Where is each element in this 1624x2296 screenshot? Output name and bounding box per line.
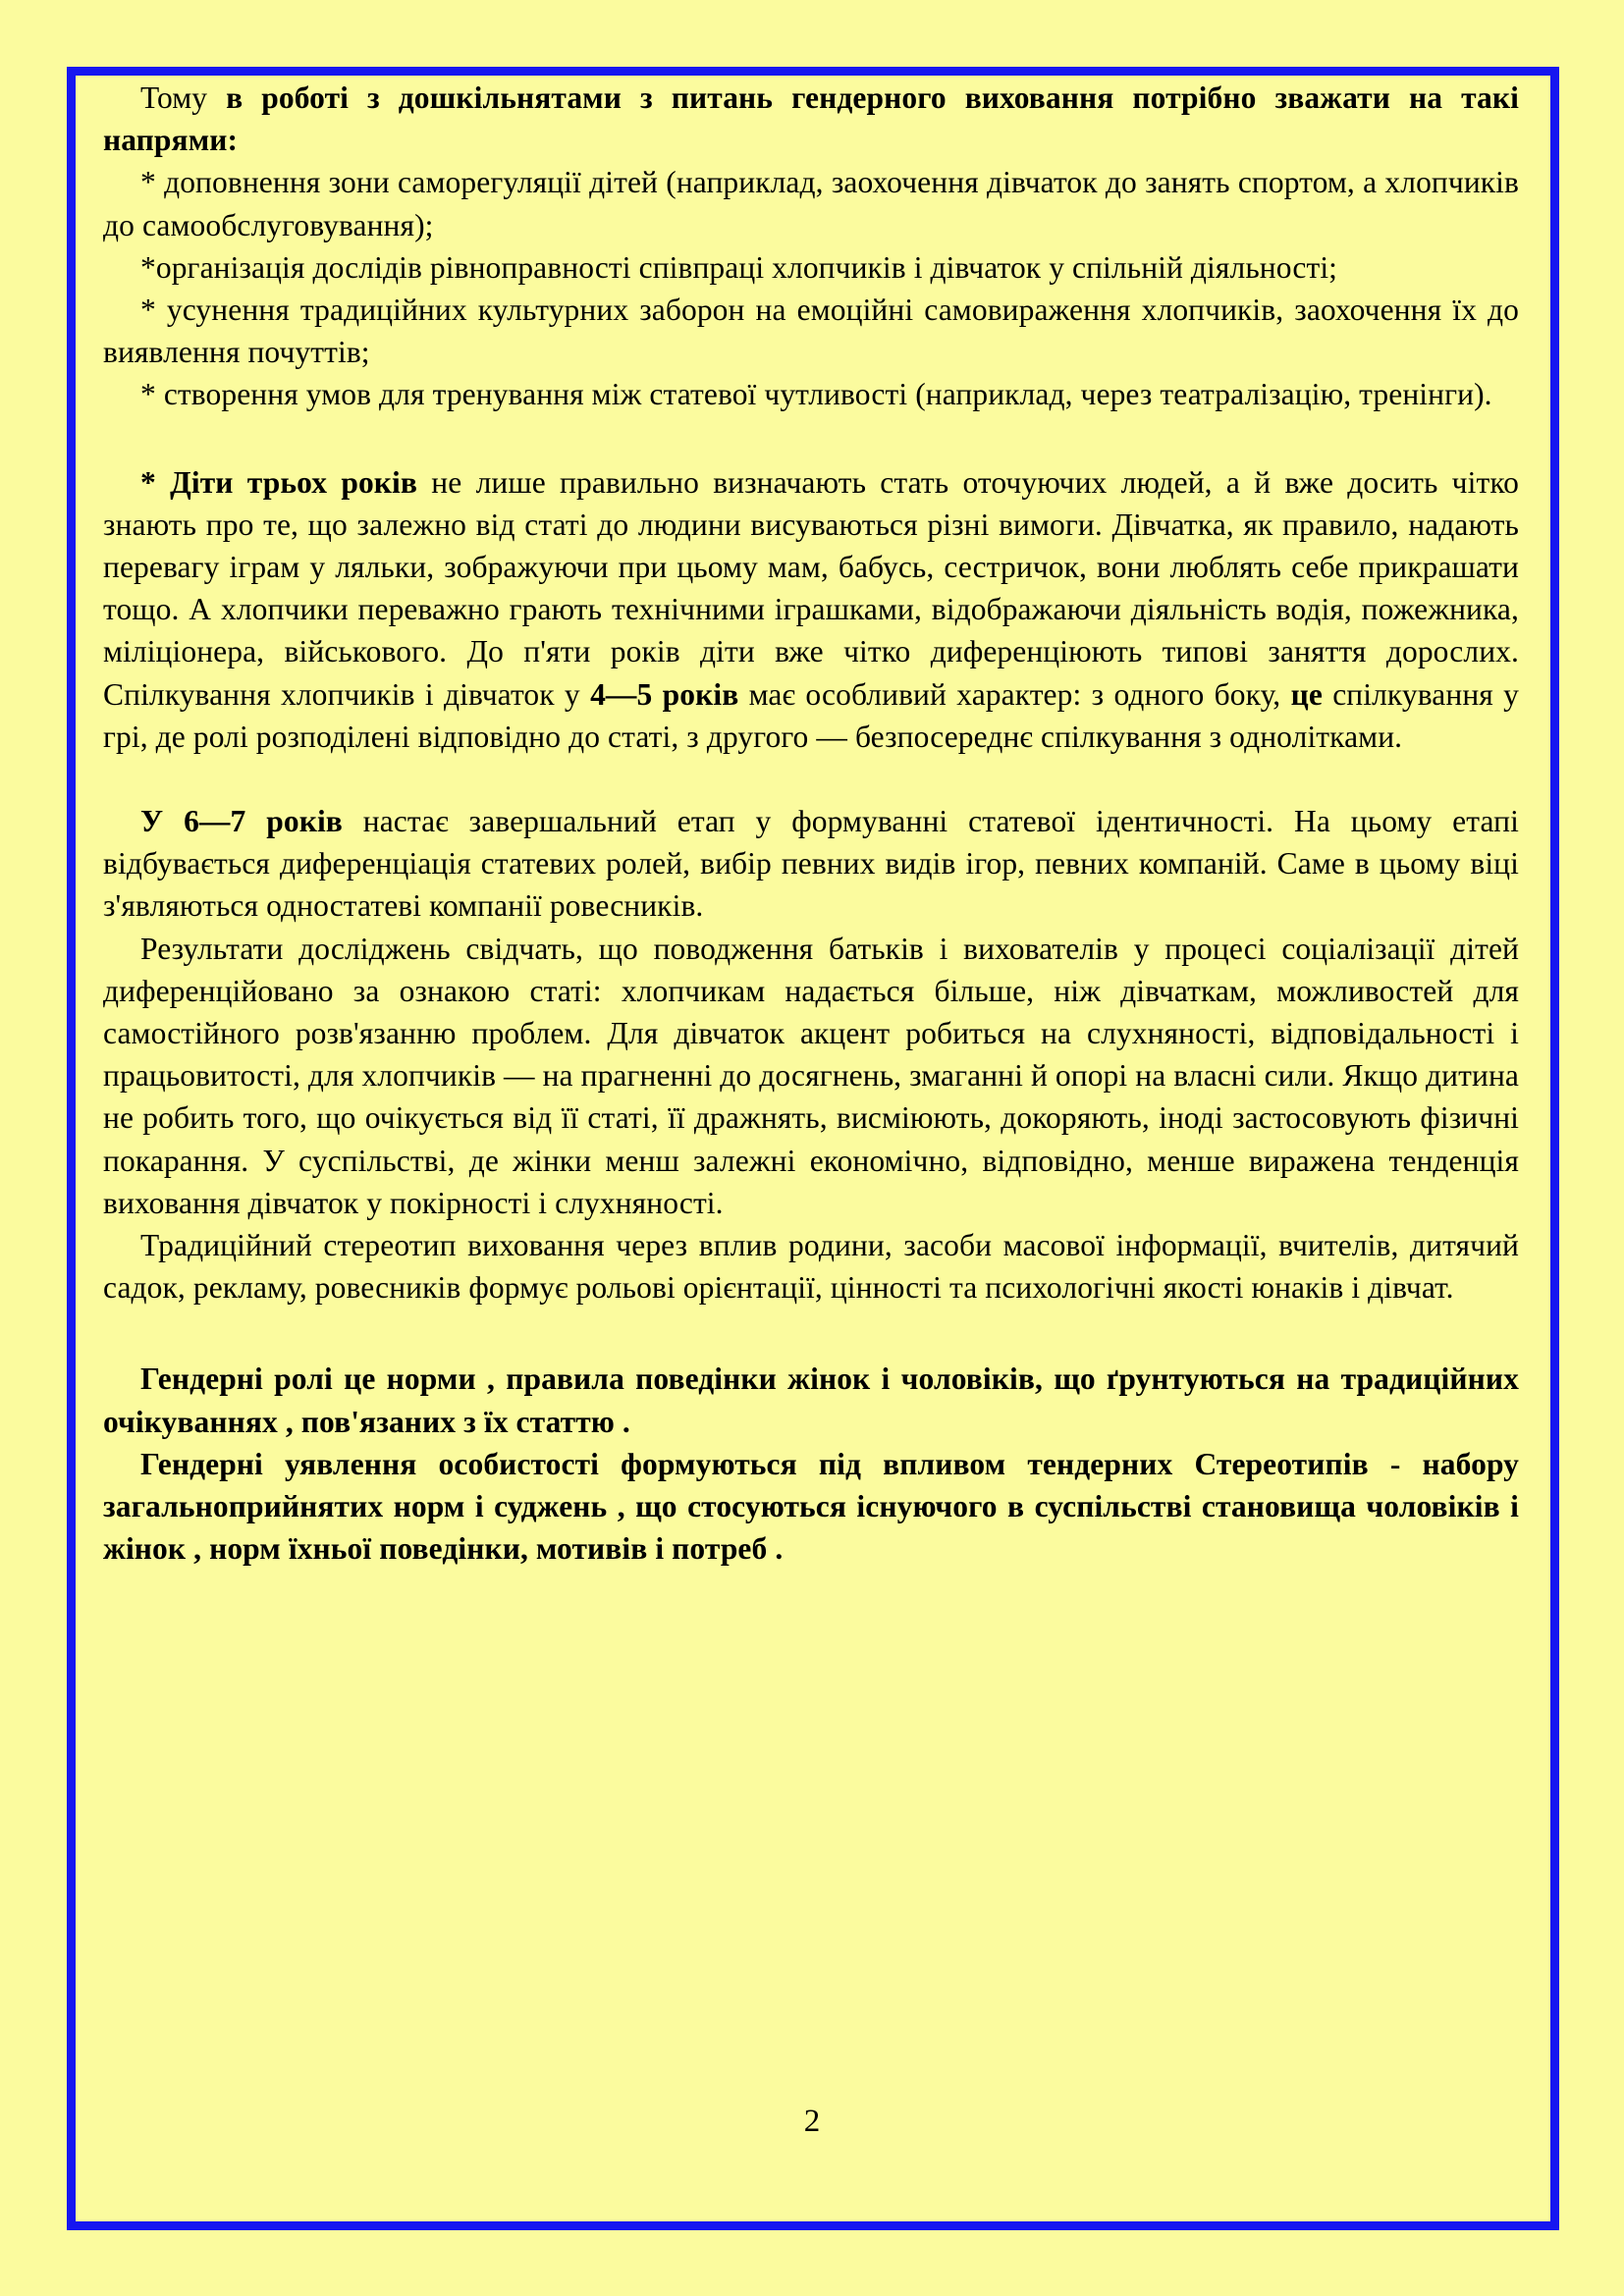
page-number: 2: [803, 2104, 821, 2139]
three-years-age-range: 4—5 років: [590, 676, 739, 712]
three-years-text-3: спілкування у грі, де ролі розподілені відповідно до статі, з другого — безпосереднє спілкування з однолітками.: [103, 676, 1519, 754]
intro-lead-normal: Тому: [140, 80, 227, 115]
bullet-item-3: * усунення традиційних культурних заборон на емоційні самовираження хлопчиків, заохочення їх до виявлення почуттів;: [103, 293, 1519, 370]
paragraph-intro: [103, 77, 1519, 161]
spacer-1: [103, 416, 1519, 461]
paragraph-research-results: Результати досліджень свідчать, що поводження батьків і вихователів у процесі соціалізації дітей диференційовано за ознакою статі: хлопчикам надається більше, ніж дівчаткам, можливостей для самостійного розв'язанню проблем. Для дівчаток акцент робиться на слухняності, відповідальності і працьовитості, для хлопчиків — на прагненні до досягнень, змаганні й опорі на власні сили. Якщо дитина не робить того, що очікується від її статі, її дражнять, висміюють, докоряють, іноді застосовують фізичні покарання. У суспільстві, де жінки менш залежні економічно, відповідно, менше виражена тенденція виховання дівчаток у покірності і слухняності.: [103, 931, 1519, 1220]
document-content: [103, 77, 1519, 1571]
three-years-text-1: не лише правильно визначають стать оточуючих людей, а й вже досить чітко знають про те, що залежно від статі до людини висуваються різні вимоги. Дівчатка, як правило, надають перевагу іграм у ляльки, зображуючи при цьому мам, бабусь, сестричок, вони люблять себе прикрашати тощо. А хлопчики переважно грають технічними іграшками, відображаючи діяльність водія, пожежника, міліціонера, військового. До п'яти років діти вже чітко диференціюють типові заняття дорослих. Спілкування хлопчиків і дівчаток у: [103, 464, 1519, 712]
bullet-item-1: * доповнення зони саморегуляції дітей (наприклад, заохочення дівчаток до занять спортом, а хлопчиків до самообслуговування);: [103, 165, 1519, 242]
definition-gender-roles: Гендерні ролі це норми , правила поведінки жінок і чоловіків, що ґрунтуються на традиційних очікуваннях , пов'язаних з їх статтю .: [103, 1362, 1519, 1439]
six-seven-text: настає завершальний етап у формуванні статевої ідентичності. На цьому етапі відбувається диференціація статевих ролей, вибір певних видів ігор, певних компаній. Саме в цьому віці з'являються одностатеві компанії ровесників.: [103, 804, 1519, 924]
three-years-emphasis: це: [1290, 676, 1323, 712]
spacer-2: [103, 758, 1519, 800]
bullet-item-4: * створення умов для тренування між статевої чутливості (наприклад, через театралізацію, тренінги).: [140, 377, 1492, 412]
intro-lead-bold: в роботі з дошкільнятами з питань гендерного виховання потрібно зважати на такі напрями:: [103, 80, 1519, 158]
paragraph-traditional-stereotype: Традиційний стереотип виховання через вплив родини, засоби масової інформації, вчителів, дитячий садок, рекламу, ровесників формує рольові орієнтації, цінності та психологічні якості юнаків і дівчат.: [103, 1228, 1519, 1306]
paragraph-three-years: [103, 461, 1519, 758]
six-seven-heading: У 6—7 років: [140, 804, 343, 839]
bullet-item-2: *організація дослідів рівноправності співпраці хлопчиків і дівчаток у спільній діяльності;: [140, 249, 1338, 285]
three-years-text-2: має особливий характер: з одного боку,: [738, 676, 1291, 712]
spacer-3: [103, 1308, 1519, 1358]
definition-gender-representations: Гендерні уявлення особистості формуються під впливом тендерних Стереотипів - набору загальноприйнятих норм і суджень , що стосуються існуючого в суспільстві становища чоловіків і жінок , норм їхньої поведінки, мотивів і потреб .: [103, 1446, 1519, 1567]
paragraph-six-seven-years: [103, 800, 1519, 928]
three-years-heading: * Діти трьох років: [140, 464, 418, 500]
